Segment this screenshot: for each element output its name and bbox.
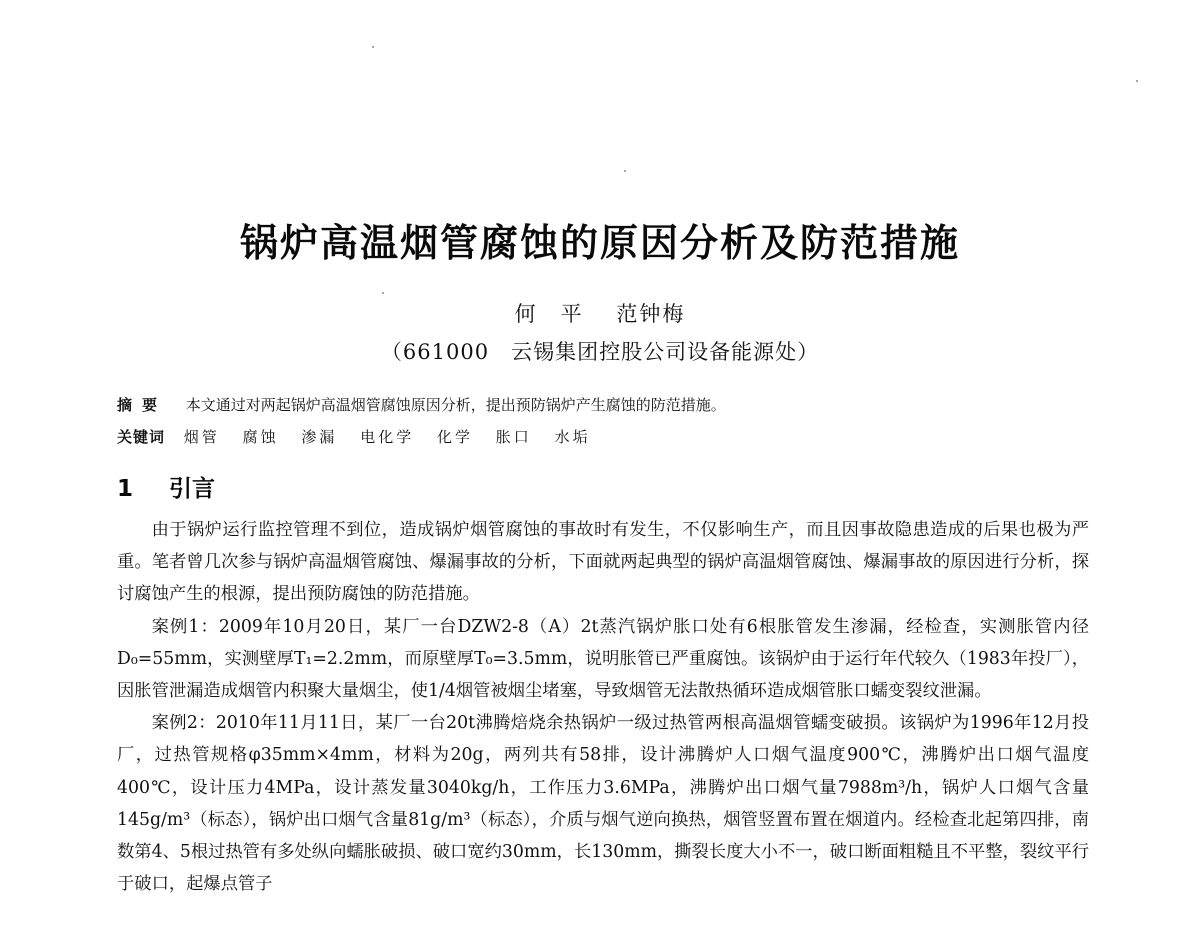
section-number: 1 <box>117 476 134 502</box>
scan-speck <box>372 46 374 48</box>
scan-speck <box>624 170 626 172</box>
section-title: 引言 <box>169 476 216 502</box>
author-name: 何 平 <box>514 302 584 326</box>
scan-speck <box>1136 80 1138 82</box>
affiliation: （661000 云锡集团控股公司设备能源处） <box>380 340 820 364</box>
keyword: 烟管 <box>183 428 220 446</box>
keyword: 化学 <box>436 428 473 446</box>
paragraph: 案例2：2010年11月11日，某厂一台20t沸腾焙烧余热锅炉一级过热管两根高温烟管蠕变破损。该锅炉为1996年12月投厂，过热管规格φ35mm×4mm，材料为20g，两列共有58排，设计沸腾炉人口烟气温度900℃，沸腾炉出口烟气温度400℃，设计压力4MPa，设计蒸发量3040kg/h，工作压力3.6MPa，沸腾炉出口烟气量7988m³/h，锅炉人口烟气含量145g/m³（标态），锅炉出口烟气含量81g/m³（标态），介质与烟气逆向换热，烟管竖置布置在烟道内。经检查北起第四排，南数第4、5根过热管有多处纵向蠕胀破损、破口宽约30mm，长130mm，撕裂长度大小不一，破口断面粗糙且不平整，裂纹平行于破口，起爆点管子 <box>117 713 1090 895</box>
keyword: 电化学 <box>360 428 415 446</box>
author-name: 范钟梅 <box>616 302 686 326</box>
keyword: 腐蚀 <box>242 428 279 446</box>
keyword: 渗漏 <box>301 428 338 446</box>
abstract <box>117 394 1117 415</box>
keyword: 胀口 <box>495 428 532 446</box>
keywords <box>117 426 1117 447</box>
abstract-text: 本文通过对两起锅炉高温烟管腐蚀原因分析，提出预防锅炉产生腐蚀的防范措施。 <box>185 396 726 414</box>
scan-speck <box>382 292 384 294</box>
author-list <box>0 298 1200 328</box>
paper-title: 锅炉高温烟管腐蚀的原因分析及防范措施 <box>239 221 960 265</box>
keywords-label: 关键词 <box>117 428 166 446</box>
abstract-label: 摘要 <box>117 396 168 414</box>
body-text <box>117 514 1089 900</box>
keyword: 水垢 <box>554 428 591 446</box>
section-heading <box>117 470 215 503</box>
paragraph: 案例1：2009年10月20日，某厂一台DZW2-8（A）2t蒸汽锅炉胀口处有6根胀管发生渗漏，经检查，实测胀管内径D₀=55mm，实测壁厚T₁=2.2mm，而原壁厚T₀=3.5mm，说明胀管已严重腐蚀。该锅炉由于运行年代较久（1983年投厂），因胀管泄漏造成烟管内积聚大量烟尘，使1/4烟管被烟尘堵塞，导致烟管无法散热循环造成烟管胀口蠕变裂纹泄漏。 <box>117 616 1089 702</box>
paragraph: 由于锅炉运行监控管理不到位，造成锅炉烟管腐蚀的事故时有发生，不仅影响生产，而且因事故隐患造成的后果也极为严重。笔者曾几次参与锅炉高温烟管腐蚀、爆漏事故的分析，下面就两起典型的锅炉高温烟管腐蚀、爆漏事故的原因进行分析，探讨腐蚀产生的根源，提出预防腐蚀的防范措施。 <box>117 520 1089 605</box>
